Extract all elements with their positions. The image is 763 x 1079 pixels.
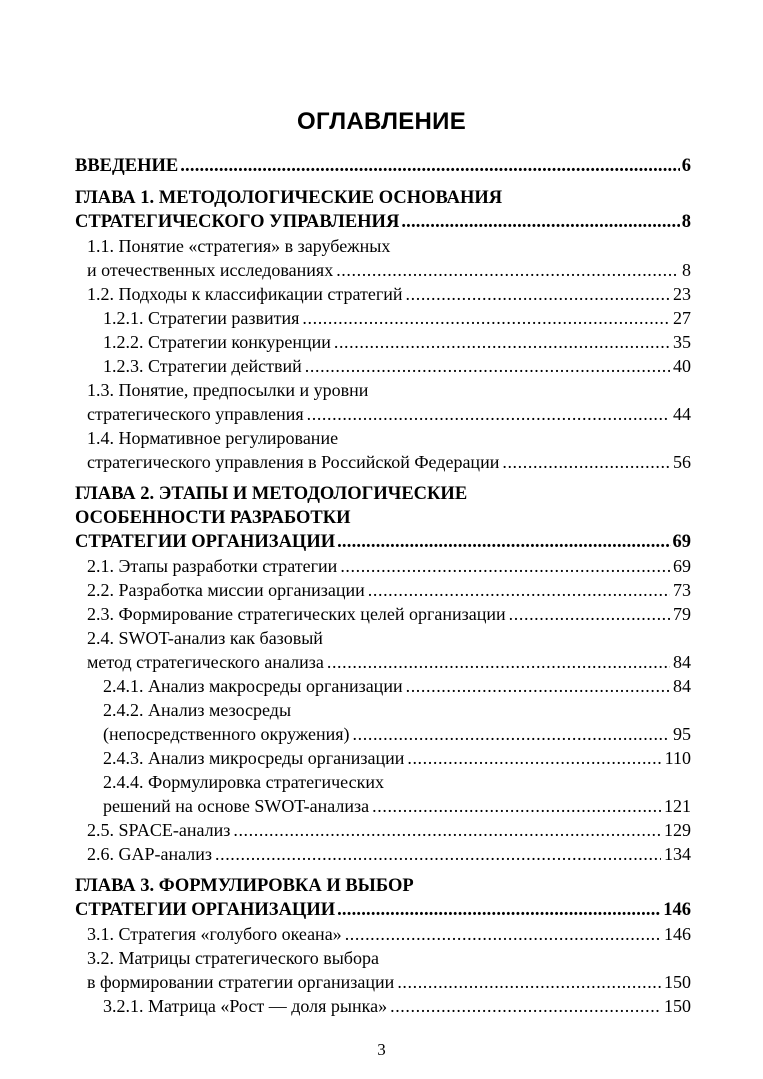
toc-subsection-entry[interactable] <box>75 330 691 354</box>
toc-section-entry[interactable] <box>75 626 691 674</box>
toc-entry-title-line: и отечественных исследованиях <box>87 260 334 280</box>
toc-entry-last-line <box>103 722 691 746</box>
toc-section-entry[interactable] <box>75 602 691 626</box>
toc-entry-last-line <box>75 154 691 178</box>
toc-section-entry[interactable] <box>75 282 691 306</box>
toc-chapter-entry[interactable] <box>75 874 691 922</box>
toc-entry-page: 150 <box>664 996 691 1016</box>
toc-entry-title-line: ГЛАВА 2. ЭТАПЫ И МЕТОДОЛОГИЧЕСКИЕ <box>75 484 468 504</box>
toc-entry-title-line: 2.6. GAP-анализ <box>87 844 212 864</box>
toc-entry-page: 23 <box>673 284 691 304</box>
toc-entry-title-line: 2.1. Этапы разработки стратегии <box>87 556 338 576</box>
toc-entry-title-line: 3.1. Стратегия «голубого океана» <box>87 924 342 944</box>
dot-leader <box>215 842 661 866</box>
toc-entry-last-line <box>103 306 691 330</box>
toc-entry-title-line: 3.2.1. Матрица «Рост — доля рынка» <box>103 996 388 1016</box>
toc-entry-last-line <box>75 210 691 234</box>
dot-leader <box>327 650 670 674</box>
toc-entry-title-line: стратегического управления <box>87 404 304 424</box>
dot-leader <box>233 818 661 842</box>
toc-entry-last-line <box>103 794 691 818</box>
toc-entry-last-line <box>87 922 691 946</box>
dot-leader <box>337 898 661 922</box>
toc-entry-title-line: 1.2.1. Стратегии развития <box>103 308 300 328</box>
dot-leader <box>372 794 661 818</box>
toc-entry-page: 110 <box>664 748 691 768</box>
toc-entry-title-line: 2.2. Разработка миссии организации <box>87 580 365 600</box>
toc-entry-title-line: ГЛАВА 1. МЕТОДОЛОГИЧЕСКИЕ ОСНОВАНИЯ <box>75 188 503 208</box>
toc-entry-page: 8 <box>682 260 691 280</box>
dot-leader <box>337 530 670 554</box>
toc-entry-title-line: СТРАТЕГИИ ОРГАНИЗАЦИИ <box>75 900 336 920</box>
toc-entry-page: 73 <box>673 580 691 600</box>
toc-chapter-entry[interactable] <box>75 186 691 234</box>
toc-section-entry[interactable] <box>75 842 691 866</box>
toc-entry-title-line: стратегического управления в Российской Федерации <box>87 452 500 472</box>
toc-entry-title-line: СТРАТЕГИИ ОРГАНИЗАЦИИ <box>75 532 336 552</box>
toc-subsection-entry[interactable] <box>75 306 691 330</box>
toc-entry-title-line: 2.4. SWOT-анализ как базовый <box>87 628 323 648</box>
dot-leader <box>368 578 670 602</box>
toc-entry-last-line <box>103 994 691 1018</box>
toc-section-entry[interactable] <box>75 818 691 842</box>
toc-entry-last-line <box>87 650 691 674</box>
toc-entry-title-line: 1.1. Понятие «стратегия» в зарубежных <box>87 236 391 256</box>
toc-entry-page: 150 <box>664 972 691 992</box>
toc-entry-title-line: 3.2. Матрицы стратегического выбора <box>87 948 379 968</box>
toc-entry-title-line: ГЛАВА 3. ФОРМУЛИРОВКА И ВЫБОР <box>75 876 414 896</box>
dot-leader <box>180 154 680 178</box>
toc-entry-title-line: СТРАТЕГИЧЕСКОГО УПРАВЛЕНИЯ <box>75 212 400 232</box>
toc-entry-last-line <box>103 674 691 698</box>
toc-entry-last-line <box>87 842 691 866</box>
toc-chapter-entry[interactable] <box>75 482 691 554</box>
toc-entry-page: 8 <box>681 212 691 232</box>
toc-entry-last-line <box>87 554 691 578</box>
toc-section-entry[interactable] <box>75 554 691 578</box>
toc-section-entry[interactable] <box>75 426 691 474</box>
toc-entry-page: 95 <box>673 724 691 744</box>
toc-entry-page: 6 <box>681 156 691 176</box>
toc-entry-last-line <box>87 818 691 842</box>
toc-entry-title-line: в формировании стратегии организации <box>87 972 395 992</box>
toc-entry-page: 56 <box>673 452 691 472</box>
toc-section-entry[interactable] <box>75 922 691 946</box>
toc-entry-title-line: решений на основе SWOT-анализа <box>103 796 370 816</box>
dot-leader <box>345 922 661 946</box>
toc-entry-title-line: 1.2.2. Стратегии конкуренции <box>103 332 331 352</box>
dot-leader <box>353 722 670 746</box>
toc-section-entry[interactable] <box>75 578 691 602</box>
toc-entry-title-line: метод стратегического анализа <box>87 652 324 672</box>
toc-entry-page: 35 <box>673 332 691 352</box>
dot-leader <box>340 554 670 578</box>
dot-leader <box>336 258 679 282</box>
dot-leader <box>406 674 670 698</box>
toc-entry-last-line <box>87 258 691 282</box>
toc-entry-title-line: ВВЕДЕНИЕ <box>75 156 179 176</box>
toc-entry-last-line <box>103 354 691 378</box>
toc-entry-page: 121 <box>664 796 691 816</box>
page-title: ОГЛАВЛЕНИЕ <box>296 108 467 135</box>
toc-entry-page: 146 <box>664 924 691 944</box>
toc-entry-title-line: ОСОБЕННОСТИ РАЗРАБОТКИ <box>75 508 351 528</box>
toc-entry-last-line <box>87 450 691 474</box>
toc-entry-page: 27 <box>673 308 691 328</box>
dot-leader <box>407 746 661 770</box>
toc-entry-title-line: 2.4.3. Анализ микросреды организации <box>103 748 405 768</box>
toc-entry-last-line <box>75 530 691 554</box>
toc-chapter-entry[interactable] <box>75 154 691 178</box>
toc-entry-last-line <box>87 578 691 602</box>
toc-entry-title-line: 2.5. SPACE-анализ <box>87 820 231 840</box>
toc-entry-title-line: 1.3. Понятие, предпосылки и уровни <box>87 380 369 400</box>
toc-entry-page: 129 <box>664 820 691 840</box>
toc-entry-page: 44 <box>673 404 691 424</box>
dot-leader <box>406 282 670 306</box>
page-number: 3 <box>377 1040 386 1059</box>
dot-leader <box>334 330 670 354</box>
dot-leader <box>502 450 670 474</box>
toc-subsection-entry[interactable] <box>75 698 691 746</box>
dot-leader <box>401 210 679 234</box>
toc-entry-page: 134 <box>664 844 691 864</box>
toc-entry-title-line: 2.3. Формирование стратегических целей организации <box>87 604 506 624</box>
dot-leader <box>307 402 670 426</box>
toc-subsection-entry[interactable] <box>75 746 691 770</box>
toc-entry-last-line <box>87 602 691 626</box>
toc-subsection-entry[interactable] <box>75 354 691 378</box>
toc-section-entry[interactable] <box>75 946 691 994</box>
toc-entry-page: 69 <box>673 556 691 576</box>
dot-leader <box>305 354 670 378</box>
toc-entry-page: 146 <box>663 900 691 920</box>
toc-subsection-entry[interactable] <box>75 674 691 698</box>
toc-entry-page: 79 <box>673 604 691 624</box>
table-of-contents <box>75 154 691 1018</box>
toc-entry-title-line: (непосредственного окружения) <box>103 724 350 744</box>
toc-entry-last-line <box>103 330 691 354</box>
dot-leader <box>509 602 670 626</box>
toc-entry-title-line: 1.4. Нормативное регулирование <box>87 428 339 448</box>
toc-entry-page: 69 <box>672 532 691 552</box>
toc-entry-title-line: 2.4.1. Анализ макросреды организации <box>103 676 403 696</box>
toc-entry-title-line: 2.4.2. Анализ мезосреды <box>103 700 292 720</box>
toc-entry-title-line: 2.4.4. Формулировка стратегических <box>103 772 384 792</box>
toc-entry-last-line <box>103 746 691 770</box>
toc-entry-last-line <box>75 898 691 922</box>
toc-subsection-entry[interactable] <box>75 994 691 1018</box>
dot-leader <box>390 994 661 1018</box>
toc-entry-page: 84 <box>673 676 691 696</box>
dot-leader <box>397 970 661 994</box>
toc-entry-title-line: 1.2. Подходы к классификации стратегий <box>87 284 403 304</box>
toc-entry-last-line <box>87 402 691 426</box>
dot-leader <box>302 306 670 330</box>
toc-entry-last-line <box>87 970 691 994</box>
toc-entry-page: 84 <box>673 652 691 672</box>
toc-entry-title-line: 1.2.3. Стратегии действий <box>103 356 302 376</box>
toc-entry-page: 40 <box>673 356 691 376</box>
toc-section-entry[interactable] <box>75 234 691 282</box>
toc-subsection-entry[interactable] <box>75 770 691 818</box>
toc-section-entry[interactable] <box>75 378 691 426</box>
toc-entry-last-line <box>87 282 691 306</box>
